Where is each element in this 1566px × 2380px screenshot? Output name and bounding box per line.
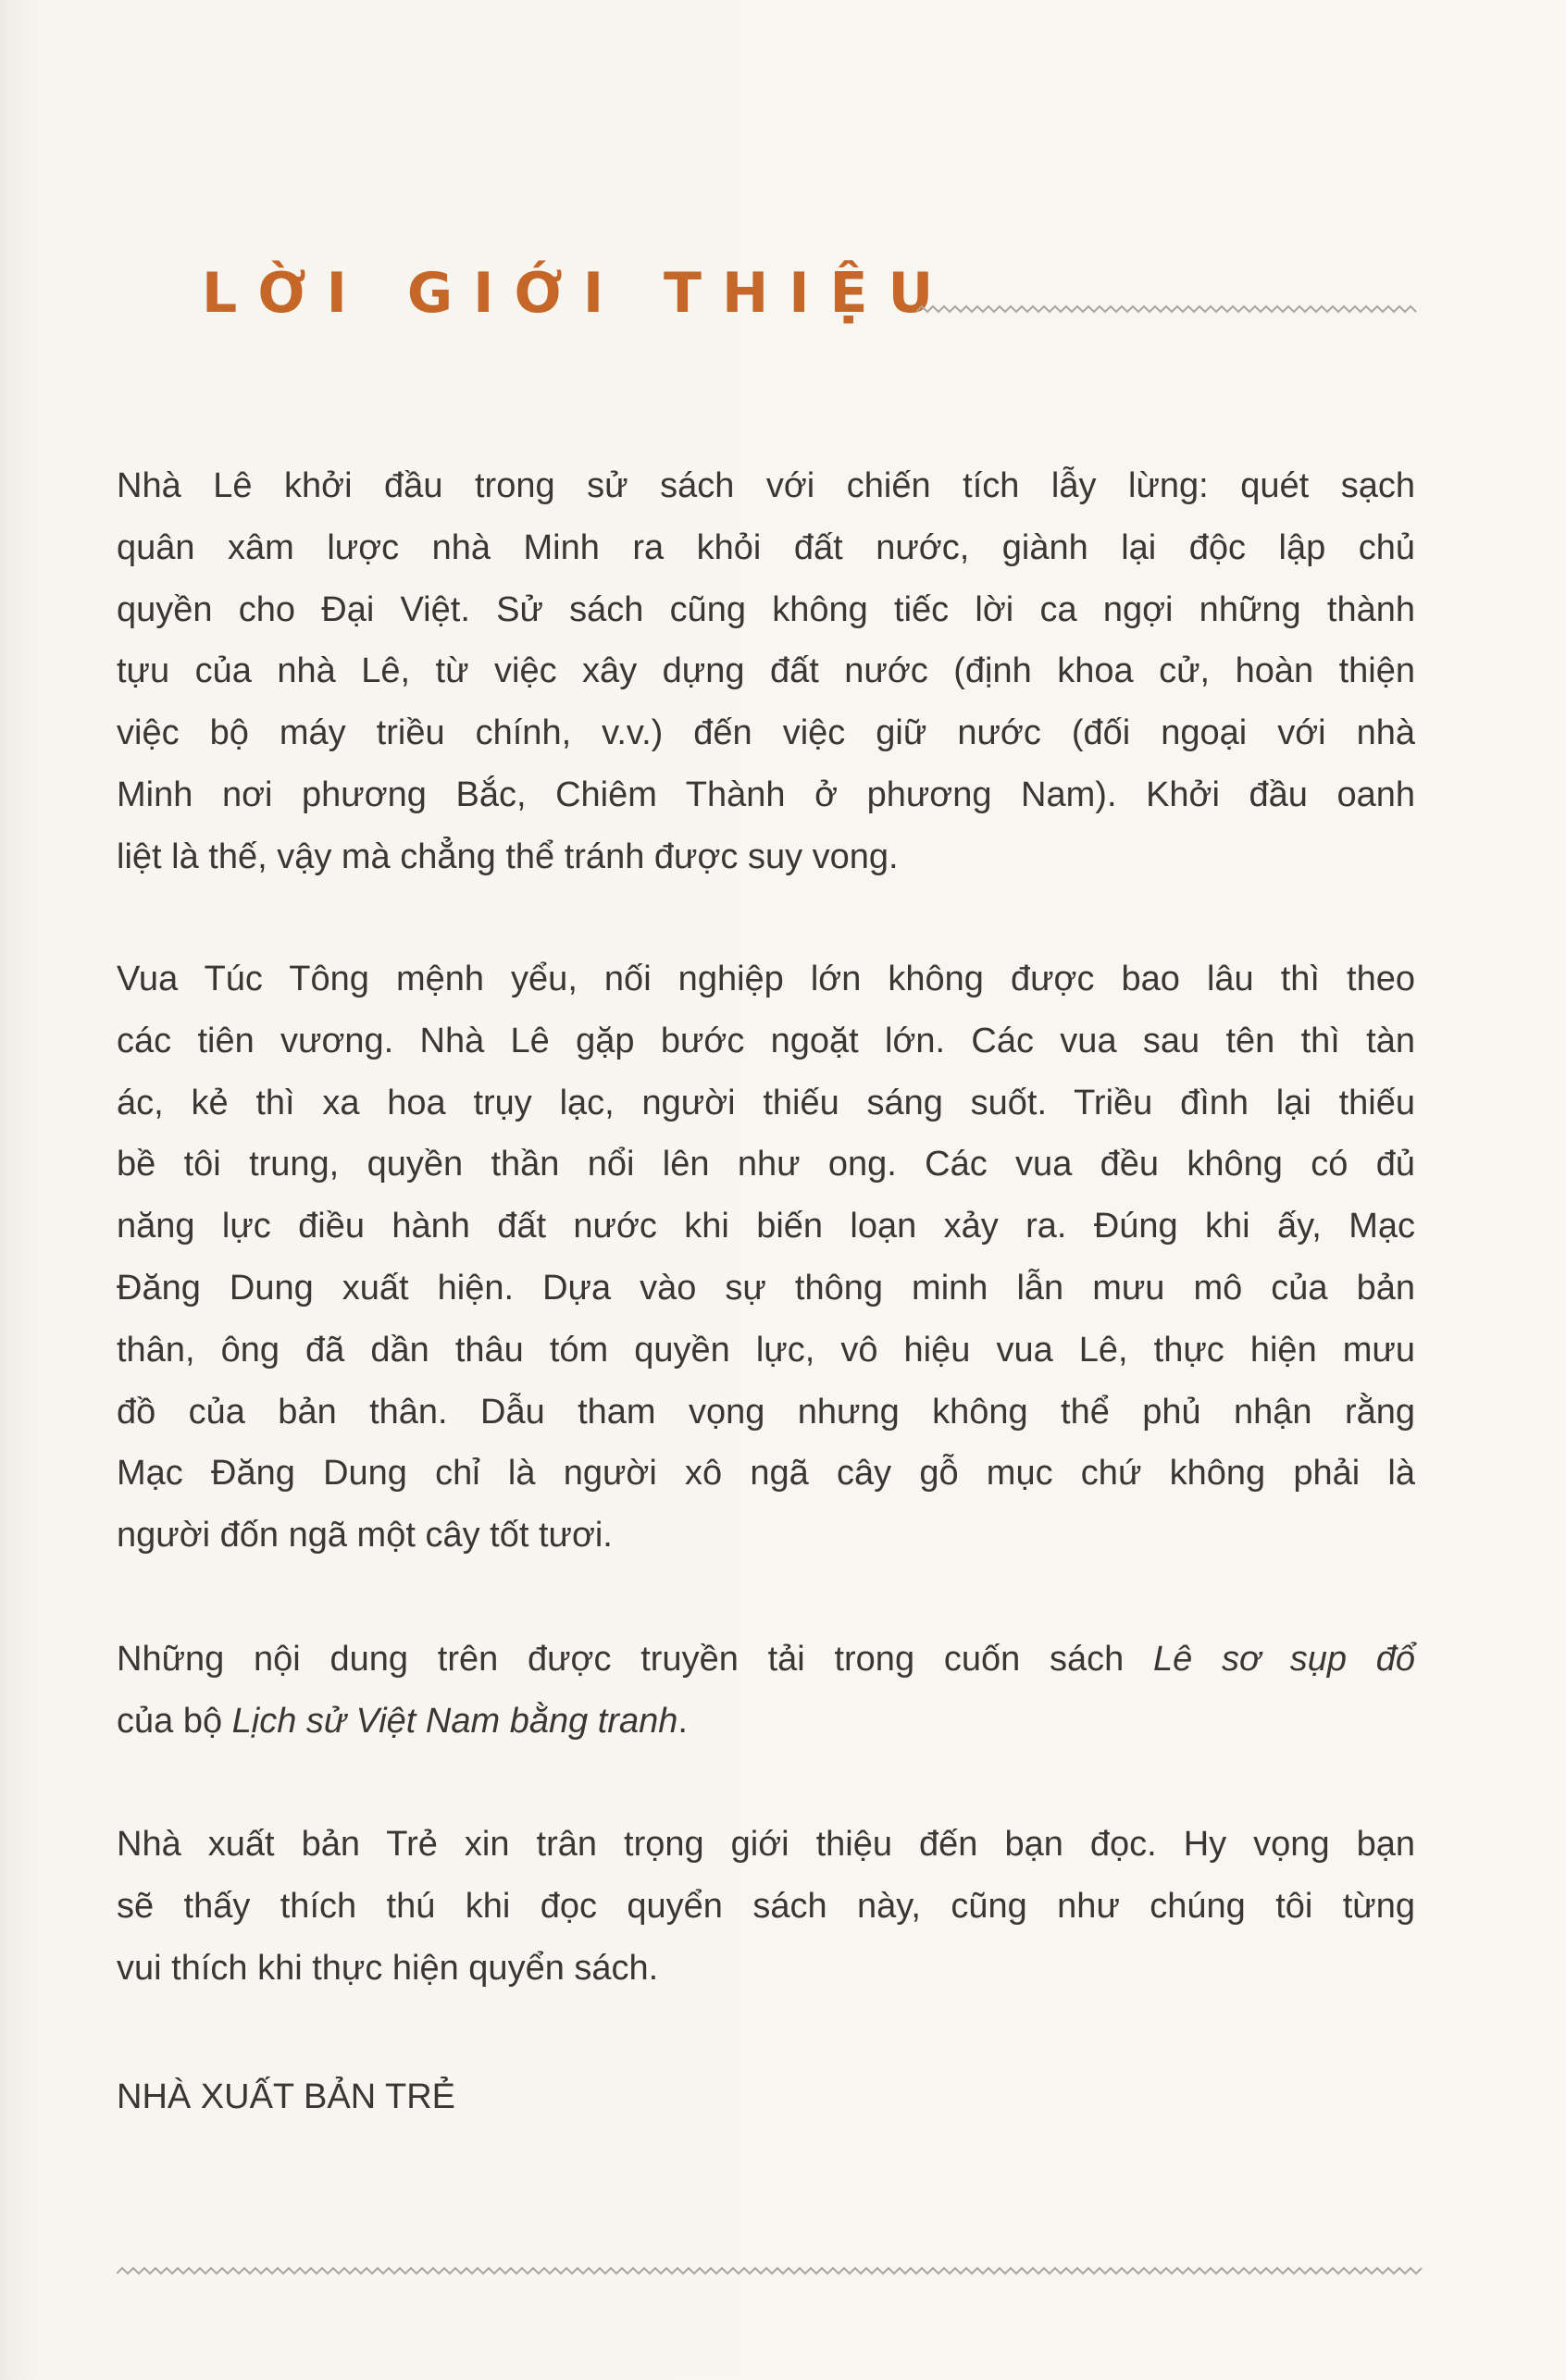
text-line: người đốn ngã một cây tốt tươi. bbox=[117, 1516, 613, 1556]
text-line: việc bộ máy triều chính, v.v.) đến việc giữ nước (đối ngoại với nhà bbox=[117, 713, 1415, 753]
text-line bbox=[117, 1691, 1415, 1753]
text-segment: Những nội dung trên được truyền tải trong cuốn sách bbox=[117, 1640, 1153, 1679]
text-line: Minh nơi phương Bắc, Chiêm Thành ở phương Nam). Khởi đầu oanh bbox=[117, 775, 1415, 814]
text-line: ác, kẻ thì xa hoa trụy lạc, người thiếu sáng suốt. Triều đình lại thiếu bbox=[117, 1083, 1415, 1122]
bottom-wavy-rule bbox=[117, 2265, 1423, 2278]
text-line: năng lực điều hành đất nước khi biến loạn xảy ra. Đúng khi ấy, Mạc bbox=[117, 1207, 1415, 1246]
book-title: Lê sơ sụp đổ bbox=[1152, 1640, 1415, 1679]
text-line: Nhà xuất bản Trẻ xin trân trọng giới thiệu đến bạn đọc. Hy vọng bạn bbox=[117, 1825, 1415, 1864]
paragraph-4 bbox=[117, 1814, 1415, 1999]
paragraph-2 bbox=[117, 948, 1415, 1567]
text-line: đồ của bản thân. Dẫu tham vọng nhưng không thể phủ nhận rằng bbox=[117, 1392, 1415, 1432]
text-line: quyền cho Đại Việt. Sử sách cũng không tiếc lời ca ngợi những thành bbox=[117, 589, 1415, 629]
text-line: thân, ông đã dần thâu tóm quyền lực, vô hiệu vua Lê, thực hiện mưu bbox=[117, 1330, 1415, 1370]
text-segment: . bbox=[677, 1701, 688, 1741]
page-title: LỜI GIỚI THIỆU bbox=[202, 261, 954, 326]
text-line: vui thích khi thực hiện quyển sách. bbox=[117, 1948, 659, 1988]
text-line: quân xâm lược nhà Minh ra khỏi đất nước, giành lại độc lập chủ bbox=[117, 527, 1415, 567]
text-line: Đăng Dung xuất hiện. Dựa vào sự thông minh lẫn mưu mô của bản bbox=[117, 1268, 1415, 1308]
paragraph-3 bbox=[117, 1629, 1415, 1753]
text-line: Vua Túc Tông mệnh yểu, nối nghiệp lớn không được bao lâu thì theo bbox=[117, 960, 1415, 998]
text-line bbox=[117, 1629, 1415, 1691]
text-line: Mạc Đăng Dung chỉ là người xô ngã cây gỗ mục chứ không phải là bbox=[117, 1454, 1415, 1494]
text-segment: của bộ bbox=[117, 1701, 232, 1741]
title-wavy-rule bbox=[916, 304, 1418, 316]
text-line: các tiên vương. Nhà Lê gặp bước ngoặt lớn. Các vua sau tên thì tàn bbox=[117, 1021, 1415, 1060]
text-line: Nhà Lê khởi đầu trong sử sách với chiến tích lẫy lừng: quét sạch bbox=[117, 466, 1415, 505]
text-line: tựu của nhà Lê, từ việc xây dựng đất nước (định khoa cử, hoàn thiện bbox=[117, 651, 1415, 691]
text-line: liệt là thế, vậy mà chẳng thể tránh được suy vong. bbox=[117, 837, 899, 876]
paragraph-1 bbox=[117, 455, 1415, 888]
publisher-signature: NHÀ XUẤT BẢN TRẺ bbox=[117, 2077, 456, 2116]
series-title: Lịch sử Việt Nam bằng tranh bbox=[231, 1701, 678, 1741]
text-line: bề tôi trung, quyền thần nổi lên như ong. Các vua đều không có đủ bbox=[117, 1145, 1415, 1184]
text-line: sẽ thấy thích thú khi đọc quyển sách này, cũng như chúng tôi từng bbox=[117, 1886, 1415, 1926]
